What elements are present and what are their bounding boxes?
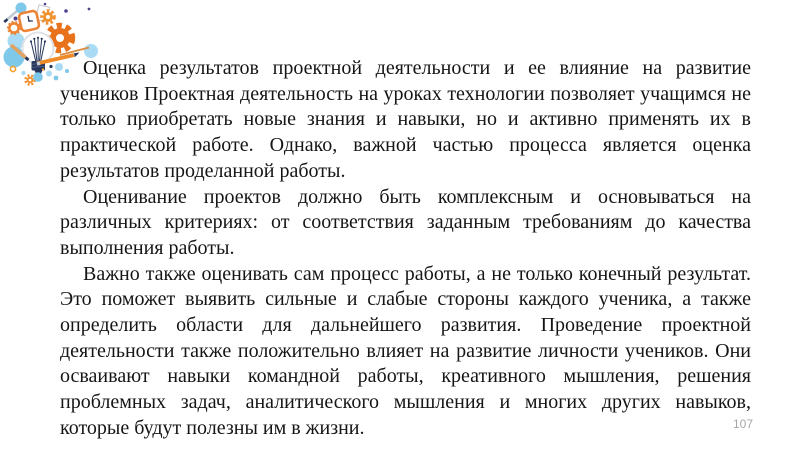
purple-dot-icon <box>64 9 68 13</box>
slide-body-text <box>60 56 751 442</box>
small-gear-icon <box>42 11 55 24</box>
blue-dot-icon <box>33 72 43 82</box>
lightbulb-icon <box>23 33 54 75</box>
amber-dot-icon <box>42 68 44 70</box>
amber-ring-icon <box>10 66 15 71</box>
purple-dot-icon <box>14 17 18 21</box>
page-number: 107 <box>732 417 753 431</box>
paragraph-process-and-skills: Важно также оценивать сам процесс работы, а не только конечный результат. Это поможет выявить сильные и слабые стороны каждого ученика, а также определить области для дальнейшего развития. Проведение проектной деятельности также положительно влияет на развитие личности учеников. Они осваивают навыки командной работы, креативного мышления, решения проблемных задач, аналитического мышления и многих других навыков, которые будут полезны им в жизни. <box>60 262 751 439</box>
pale-blue-dot-icon <box>46 71 52 77</box>
purple-dot-icon <box>44 3 47 6</box>
purple-dot-icon <box>88 8 91 11</box>
paragraph-evaluation-intro: Оценка результатов проектной деятельности и ее влияние на развитие учеников Проектная деятельность на уроках технологии позволяет учащимся не только приобретать новые знания и навыки, но и активно применять их в практической работе. Однако, важной частью процесса является оценка результатов проделанной работы. <box>60 57 751 182</box>
clock-icon <box>18 10 39 31</box>
paragraph-complex-criteria: Оценивание проектов должно быть комплексным и основываться на различных критериях: от соответствия заданным требованиям до качества выполнения работы. <box>60 185 751 259</box>
pale-blue-dot-icon <box>21 71 25 75</box>
navy-dot-icon <box>49 65 52 68</box>
orange-ring-icon <box>8 22 20 34</box>
blue-dot-icon <box>54 76 59 81</box>
